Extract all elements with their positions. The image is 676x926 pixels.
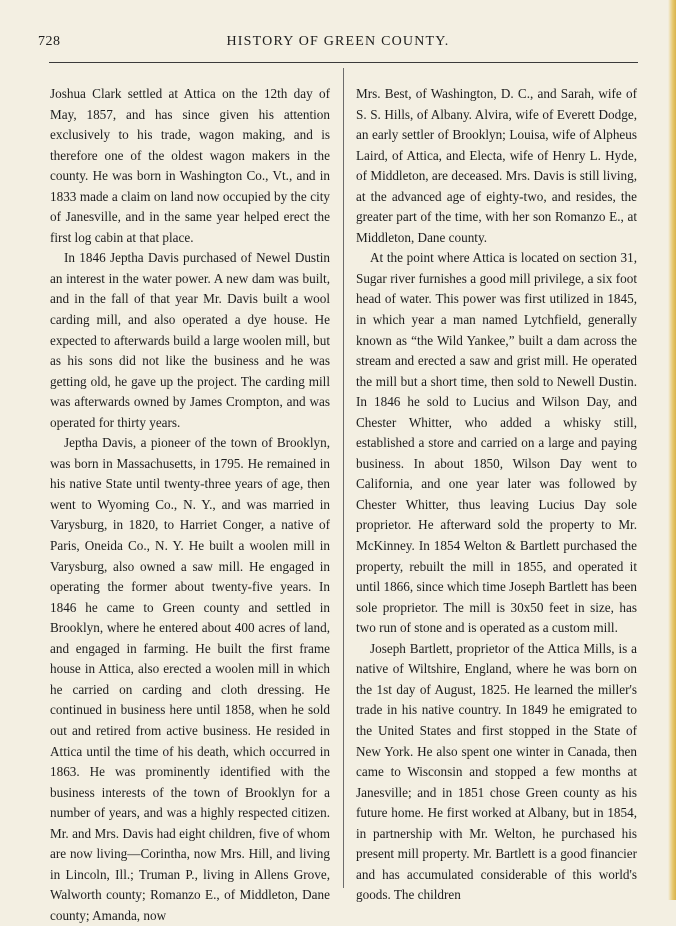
paragraph: In 1846 Jeptha Davis purchased of Newel Dustin an interest in the water power. A new dam was built, and in the fall of that year Mr. Davis built a wool carding mill, and also operated a dye house. He expected to afterwards build a large woolen mill, but as his sons did not like the business and he was getting old, he gave up the project. The carding mill was afterwards owned by James Crompton, and was operated for thirty years. — [50, 250, 330, 430]
left-column — [50, 84, 330, 926]
page-number: 728 — [38, 34, 61, 49]
running-title: HISTORY OF GREEN COUNTY. — [226, 34, 450, 49]
paragraph: Mrs. Best, of Washington, D. C., and Sarah, wife of S. S. Hills, of Albany. Alvira, wife of Everett Dodge, an early settler of Brooklyn; Louisa, wife of Alpheus Laird, of Attica, and Electa, wife of Henry L. Hyde, of Middleton, are deceased. Mrs. Davis is still living, at the advanced age of eighty-two, and resides, the greater part of the time, with her son Romanzo E., at Middleton, Dane county. — [356, 86, 637, 245]
right-column — [356, 84, 637, 906]
paragraph: At the point where Attica is located on section 31, Sugar river furnishes a good mill privilege, a six foot head of water. This power was first utilized in 1845, in which year a man named Lytchfield, generally known as “the Wild Yankee,” built a dam across the stream and erected a saw and grist mill. He operated the mill but a short time, then sold to Newell Dustin. In 1846 he sold to Lucius and Wilson Day, and Chester Whitter, who added a whisky still, established a store and carried on a large and paying business. In about 1850, Wilson Day went to California, and one year later was followed by Chester Whitter, thus leaving Lucius Day sole proprietor. He afterward sold the property to Mr. McKinney. In 1854 Welton & Bartlett purchased the property, rebuilt the mill in 1855, and operated it until 1866, since which time Joseph Bartlett has been sole proprietor. The mill is 30x50 feet in size, has two run of stone and is operated as a custom mill. — [356, 250, 637, 636]
column-divider — [343, 68, 344, 888]
paragraph: Joshua Clark settled at Attica on the 12th day of May, 1857, and has since given his attention exclusively to his trade, wagon making, and is therefore one of the oldest wagon makers in the county. He was born in Washington Co., Vt., and in 1833 made a claim on land now occupied by the city of Janesville, and in the same year helped erect the first log cabin at that place. — [50, 86, 330, 245]
page-header — [0, 34, 676, 56]
paragraph: Joseph Bartlett, proprietor of the Attica Mills, is a native of Wiltshire, England, where he was born on the 1st day of August, 1825. He learned the miller's trade in his native country. In 1849 he emigrated to the United States and first stopped in the State of New York. He also spent one winter in Canada, then came to Wisconsin and stopped a few months at Janesville; and in 1851 chose Green county as his future home. He first worked at Albany, but in 1854, in partnership with Mr. Welton, he purchased his present mill property. Mr. Bartlett is a good financier and has accumulated considerable of this world's goods. The children — [356, 640, 637, 903]
header-rule — [49, 62, 638, 63]
paragraph: Jeptha Davis, a pioneer of the town of Brooklyn, was born in Massachusetts, in 1795. He remained in his native State until twenty-three years of age, then went to Wyoming Co., N. Y., and was married in Varysburg, in 1820, to Harriet Conger, a native of Paris, Oneida Co., N. Y. He built a woolen mill in Varysburg, also owned a saw mill. He engaged in operating the former about twenty-five years. In 1846 he came to Green county and settled in Brooklyn, where he entered about 400 acres of land, and engaged in farming. He built the first frame house in Attica, also erected a woolen mill in which he carried on carding and cloth dressing. He continued in business here until 1858, when he sold out and retired from active business. He resided in Attica until the time of his death, which occurred in 1863. He was prominently identified with the business interests of the town of Brooklyn for a number of years, and was a highly respected citizen. Mr. and Mrs. Davis had eight children, five of whom are now living—Corintha, now Mrs. Hill, and living in Lincoln, Ill.; Truman P., living in Allens Grove, Walworth county; Romanzo E., of Middleton, Dane county; Amanda, now — [50, 435, 330, 923]
page-edge — [668, 0, 676, 900]
